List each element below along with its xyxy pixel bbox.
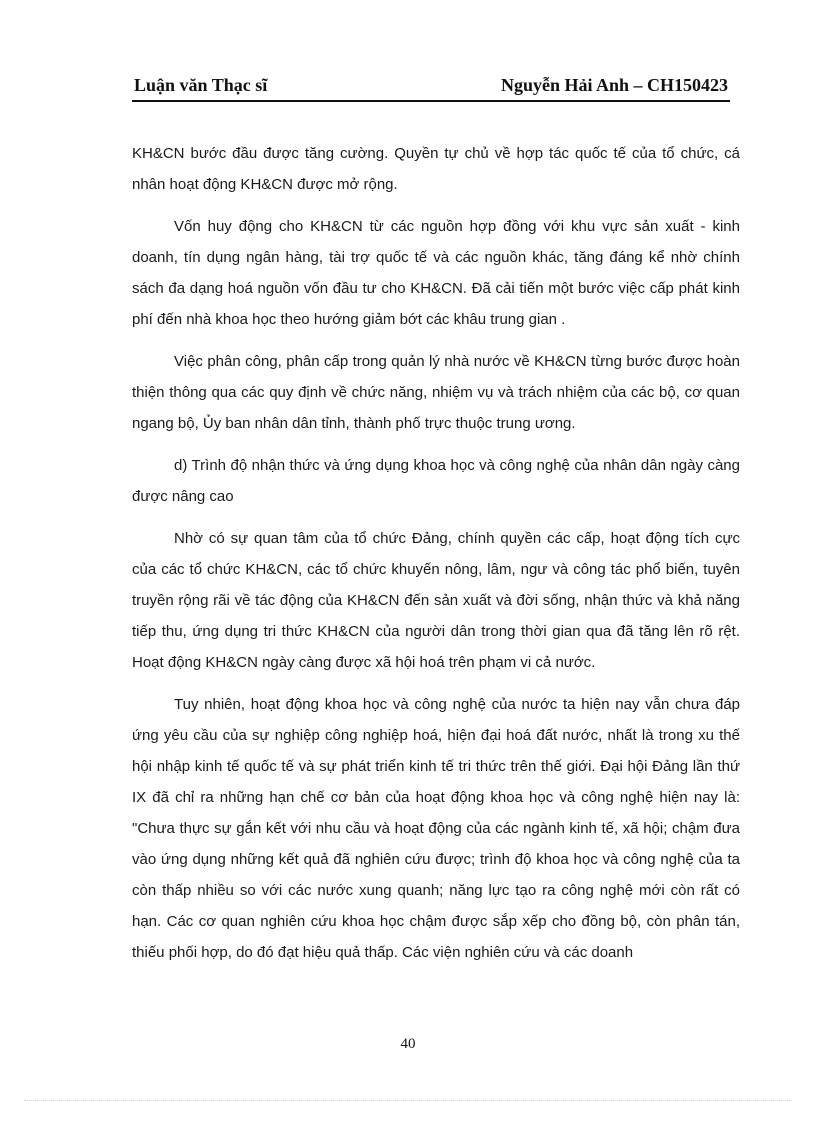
page-bottom-divider [24, 1100, 792, 1101]
running-header [132, 72, 730, 102]
body-text [132, 138, 740, 979]
paragraph-4: Nhờ có sự quan tâm của tổ chức Đảng, chính quyền các cấp, hoạt động tích cực của các tổ chức KH&CN, các tổ chức khuyến nông, lâm, ngư và công tác phổ biến, tuyên truyền rộng rãi về tác động của KH&CN đến sản xuất và đời sống, nhận thức và khả năng tiếp thu, ứng dụng tri thức KH&CN của người dân trong thời gian qua đã tăng lên rõ rệt. Hoạt động KH&CN ngày càng được xã hội hoá trên phạm vi cả nước. [132, 530, 740, 671]
paragraph-3: Việc phân công, phân cấp trong quản lý nhà nước về KH&CN từng bước được hoàn thiện thông qua các quy định về chức năng, nhiệm vụ và trách nhiệm của các bộ, cơ quan ngang bộ, Ủy ban nhân dân tỉnh, thành phố trực thuộc trung ương. [132, 353, 740, 432]
header-thesis-type: Luận văn Thạc sĩ [134, 75, 268, 95]
paragraph-2: Vốn huy động cho KH&CN từ các nguồn hợp đồng với khu vực sản xuất - kinh doanh, tín dụng ngân hàng, tài trợ quốc tế và các nguồn khác, tăng đáng kể nhờ chính sách đa dạng hoá nguồn vốn đầu tư cho KH&CN. Đã cải tiến một bước việc cấp phát kinh phí đến nhà khoa học theo hướng giảm bớt các khâu trung gian . [132, 218, 740, 328]
paragraph-5: Tuy nhiên, hoạt động khoa học và công nghệ của nước ta hiện nay vẫn chưa đáp ứng yêu cầu của sự nghiệp công nghiệp hoá, hiện đại hoá đất nước, nhất là trong xu thế hội nhập kinh tế quốc tế và sự phát triển kinh tế tri thức trên thế giới. Đại hội Đảng lần thứ IX đã chỉ ra những hạn chế cơ bản của hoạt động khoa học và công nghệ hiện nay là: "Chưa thực sự gắn kết với nhu cầu và hoạt động của các ngành kinh tế, xã hội; chậm đưa vào ứng dụng những kết quả đã nghiên cứu được; trình độ khoa học và công nghệ của ta còn thấp nhiều so với các nước xung quanh; năng lực tạo ra công nghệ mới còn rất có hạn. Các cơ quan nghiên cứu khoa học chậm được sắp xếp cho đồng bộ, còn phân tán, thiếu phối hợp, do đó đạt hiệu quả thấp. Các viện nghiên cứu và các doanh [132, 696, 740, 961]
paragraph-1: KH&CN bước đầu được tăng cường. Quyền tự chủ về hợp tác quốc tế của tổ chức, cá nhân hoạt động KH&CN được mở rộng. [132, 145, 740, 193]
page-number: 40 [400, 1036, 416, 1052]
section-heading-d: d) Trình độ nhận thức và ứng dụng khoa học và công nghệ của nhân dân ngày càng được nâng cao [132, 457, 740, 505]
header-author: Nguyễn Hải Anh – CH150423 [500, 75, 728, 95]
